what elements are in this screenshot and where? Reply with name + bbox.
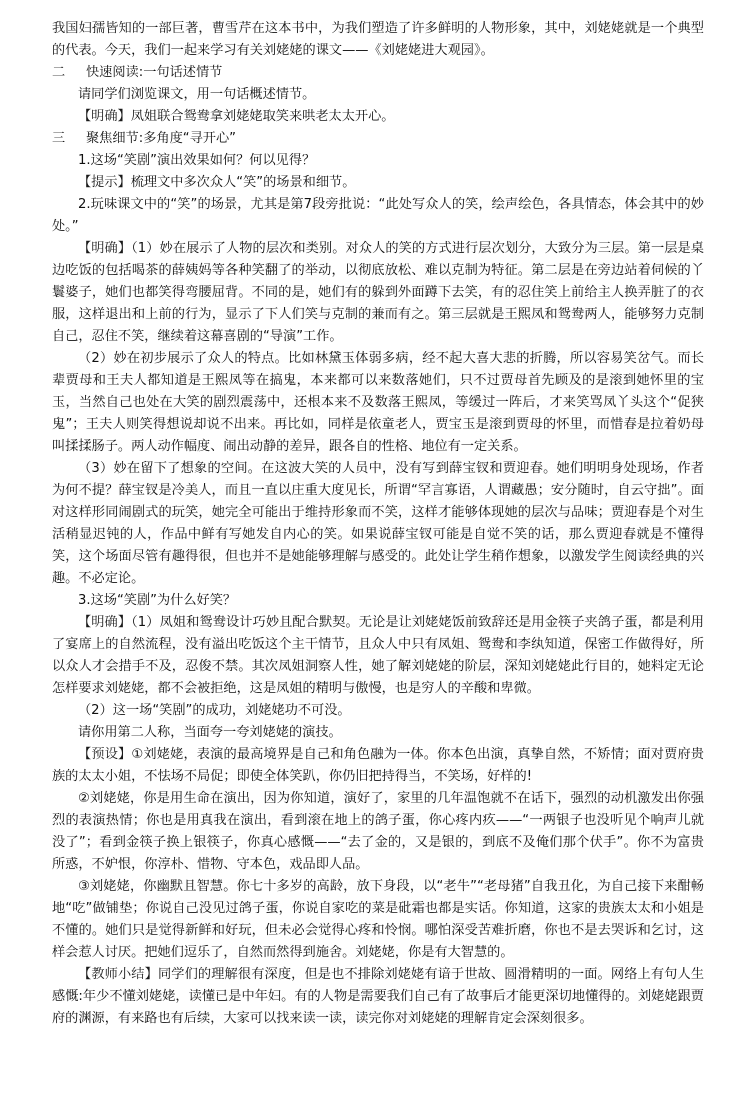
section-number: 三	[52, 131, 66, 146]
tip-text: 梳理文中多次众人“笑”的场景和细节。	[130, 175, 356, 190]
teacher-summary	[52, 964, 704, 1030]
question-3: 3.这场“笑剧”为什么好笑？	[78, 593, 237, 608]
question-2-answer-3: （3）妙在留下了想象的空间。在这波大笑的人员中，没有写到薛宝钗和贾迎春。她们明明身处现场，作者为何不提？薛宝钗是冷美人，而且一直以庄重大度见长，所谓“罕言寡语，人谓藏愚；安分随时，自云守拙”。面对这样形同闹剧式的玩笑，她完全可能出于维持形象而不笑，这样才能够体现她的层次与品味；贾迎春是个对生活稍显迟钝的人，作品中鲜有写她发自内心的笑。如果说薛宝钗可能是自觉不笑的话，那么贾迎春就是不懂得笑，这个场面尽管有趣得很，但也并不是她能够理解与感受的。此处让学生稍作想象，以激发学生阅读经典的兴趣。不必定论。	[52, 461, 704, 586]
intro-paragraph: 我国妇孺皆知的一部巨著，曹雪芹在这本书中，为我们塑造了许多鲜明的人物形象，其中，刘姥姥就是一个典型的代表。今天，我们一起来学习有关刘姥姥的课文——《刘姥姥进大观园》。	[52, 21, 704, 58]
section-2-answer	[52, 106, 704, 128]
summary-label: 【教师小结】	[78, 967, 158, 982]
preset-2: ②刘姥姥，你是用生命在演出，因为你知道，演好了，家里的几年温饱就不在话下，强烈的动机激发出你强烈的表演热情；你也是用真我在演出，看到滚在地上的鸽子蛋，你心疼内疚——“一两银子也没听见个响声儿就没了”；看到金筷子换上银筷子，你真心感慨——“去了金的，又是银的，到底不及俺们那个伏手”。你不为富贵所惑，不妒恨，你淳朴、惜物、守本色，戏品即人品。	[52, 791, 704, 872]
section-title: 聚焦细节:多角度“寻开心”	[86, 131, 236, 146]
answer-text: （1）妙在展示了人物的层次和类别。对众人的笑的方式进行层次划分，大致分为三层。第一层是桌边吃饭的包括喝茶的薛姨妈等各种笑翻了的举动，以彻底放松、难以克制为特征。第二层是在旁边站着伺候的丫鬟婆子，她们也都笑得弯腰屈背。不同的是，她们有的躲到外面蹲下去笑，有的忍住笑上前给主人换弄脏了的衣服，这样退出和上前的行为，显示了下人们笑与克制的兼而有之。第三层就是王熙凤和鸳鸯两人，能够努力克制自己，忍住不笑，继续着这幕喜剧的“导演”工作。	[52, 241, 704, 344]
question-3-answer-2: （2）这一场“笑剧”的成功，刘姥姥功不可没。	[78, 703, 351, 718]
section-2-heading	[52, 62, 704, 84]
answer-label: 【明确】	[78, 241, 132, 256]
tip-label: 【提示】	[78, 175, 131, 190]
summary-text: 同学们的理解很有深度，但是也不排除刘姥姥有谙于世故、圆滑精明的一面。网络上有句人生感慨:年少不懂刘姥姥，读懂已是中年妇。有的人物是需要我们自己有了故事后才能更深切地懂得的。刘姥姥跟贾府的渊源，有来路也有后续，大家可以找来读一读，读完你对刘姥姥的理解肯定会深刻很多。	[52, 967, 705, 1026]
question-1: 1.这场“笑剧”演出效果如何？何以见得？	[78, 153, 316, 168]
section-number: 二	[52, 65, 66, 80]
preset-1	[52, 744, 704, 788]
section-3-heading	[52, 128, 704, 150]
preset-text: ①刘姥姥，表演的最高境界是自己和角色融为一体。你本色出演，真挚自然，不矫情；面对贾府贵族的太太小姐，不怯场不局促；即使全体笑趴，你仍旧把持得当，不笑场，好样的!	[52, 747, 704, 784]
preset-label: 【预设】	[78, 747, 132, 762]
question-3-prompt: 请你用第二人称，当面夸一夸刘姥姥的演技。	[78, 725, 342, 740]
question-1-tip	[52, 172, 704, 194]
answer-label: 【明确】	[78, 615, 132, 630]
preset-3: ③刘姥姥，你幽默且智慧。你七十多岁的高龄，放下身段，以“老牛”“老母猪”自我丑化，为自己接下来酣畅地“吃”做铺垫；你说自己没见过鸽子蛋，你说自家吃的菜是砒霜也都是实话。你知道，这家的贵族太太和小姐是不懂的。她们只是觉得新鲜和好玩，但未必会觉得心疼和怜悯。哪怕深受苦难折磨，你也不是去哭诉和乞讨，这样会惹人讨厌。把她们逗乐了，自然而然得到施舍。刘姥姥，你是有大智慧的。	[52, 879, 704, 960]
question-2: 2.玩味课文中的“笑”的场景，尤其是第7段旁批说：“此处写众人的笑，绘声绘色，各具情态，体会其中的妙处。”	[52, 197, 704, 234]
section-title: 快速阅读:一句话述情节	[86, 65, 223, 80]
question-2-answer-1	[52, 238, 704, 348]
answer-text: （1）凤姐和鸳鸯设计巧妙且配合默契。无论是让刘姥姥饭前致辞还是用金筷子夹鸽子蛋，都是利用了宴席上的自然流程，没有溢出吃饭这个主干情节，且众人中只有凤姐、鸳鸯和李纨知道，保密工作做得好，所以众人才会措手不及，忍俊不禁。其次凤姐洞察人性，她了解刘姥姥的阶层，深知刘姥姥此行目的，她料定无论怎样要求刘姥姥，都不会被拒绝，这是凤姐的精明与傲慢，也是穷人的辛酸和卑微。	[52, 615, 704, 696]
answer-text: 凤姐联合鸳鸯拿刘姥姥取笑来哄老太太开心。	[130, 109, 395, 124]
section-2-instruction: 请同学们浏览课文，用一句话概述情节。	[78, 87, 316, 102]
answer-label: 【明确】	[78, 109, 131, 124]
question-2-answer-2: （2）妙在初步展示了众人的特点。比如林黛玉体弱多病，经不起大喜大悲的折腾，所以容易笑岔气。而长辈贾母和王夫人都知道是王熙凤等在搞鬼，本来都可以来数落她们，只不过贾母首先顾及的是滚到她怀里的宝玉，当然自己也处在大笑的剧烈震荡中，还根本来不及数落王熙凤，等缓过一阵后，才来笑骂凤丫头这个“促狭鬼”；王夫人则笑得想说却说不出来。再比如，同样是依童老人，贾宝玉是滚到贾母的怀里，而惜春是拉着奶母叫揉揉肠子。两人动作幅度、闹出动静的差异，跟各自的性格、地位有一定关系。	[52, 351, 704, 454]
question-3-answer-1	[52, 612, 704, 700]
